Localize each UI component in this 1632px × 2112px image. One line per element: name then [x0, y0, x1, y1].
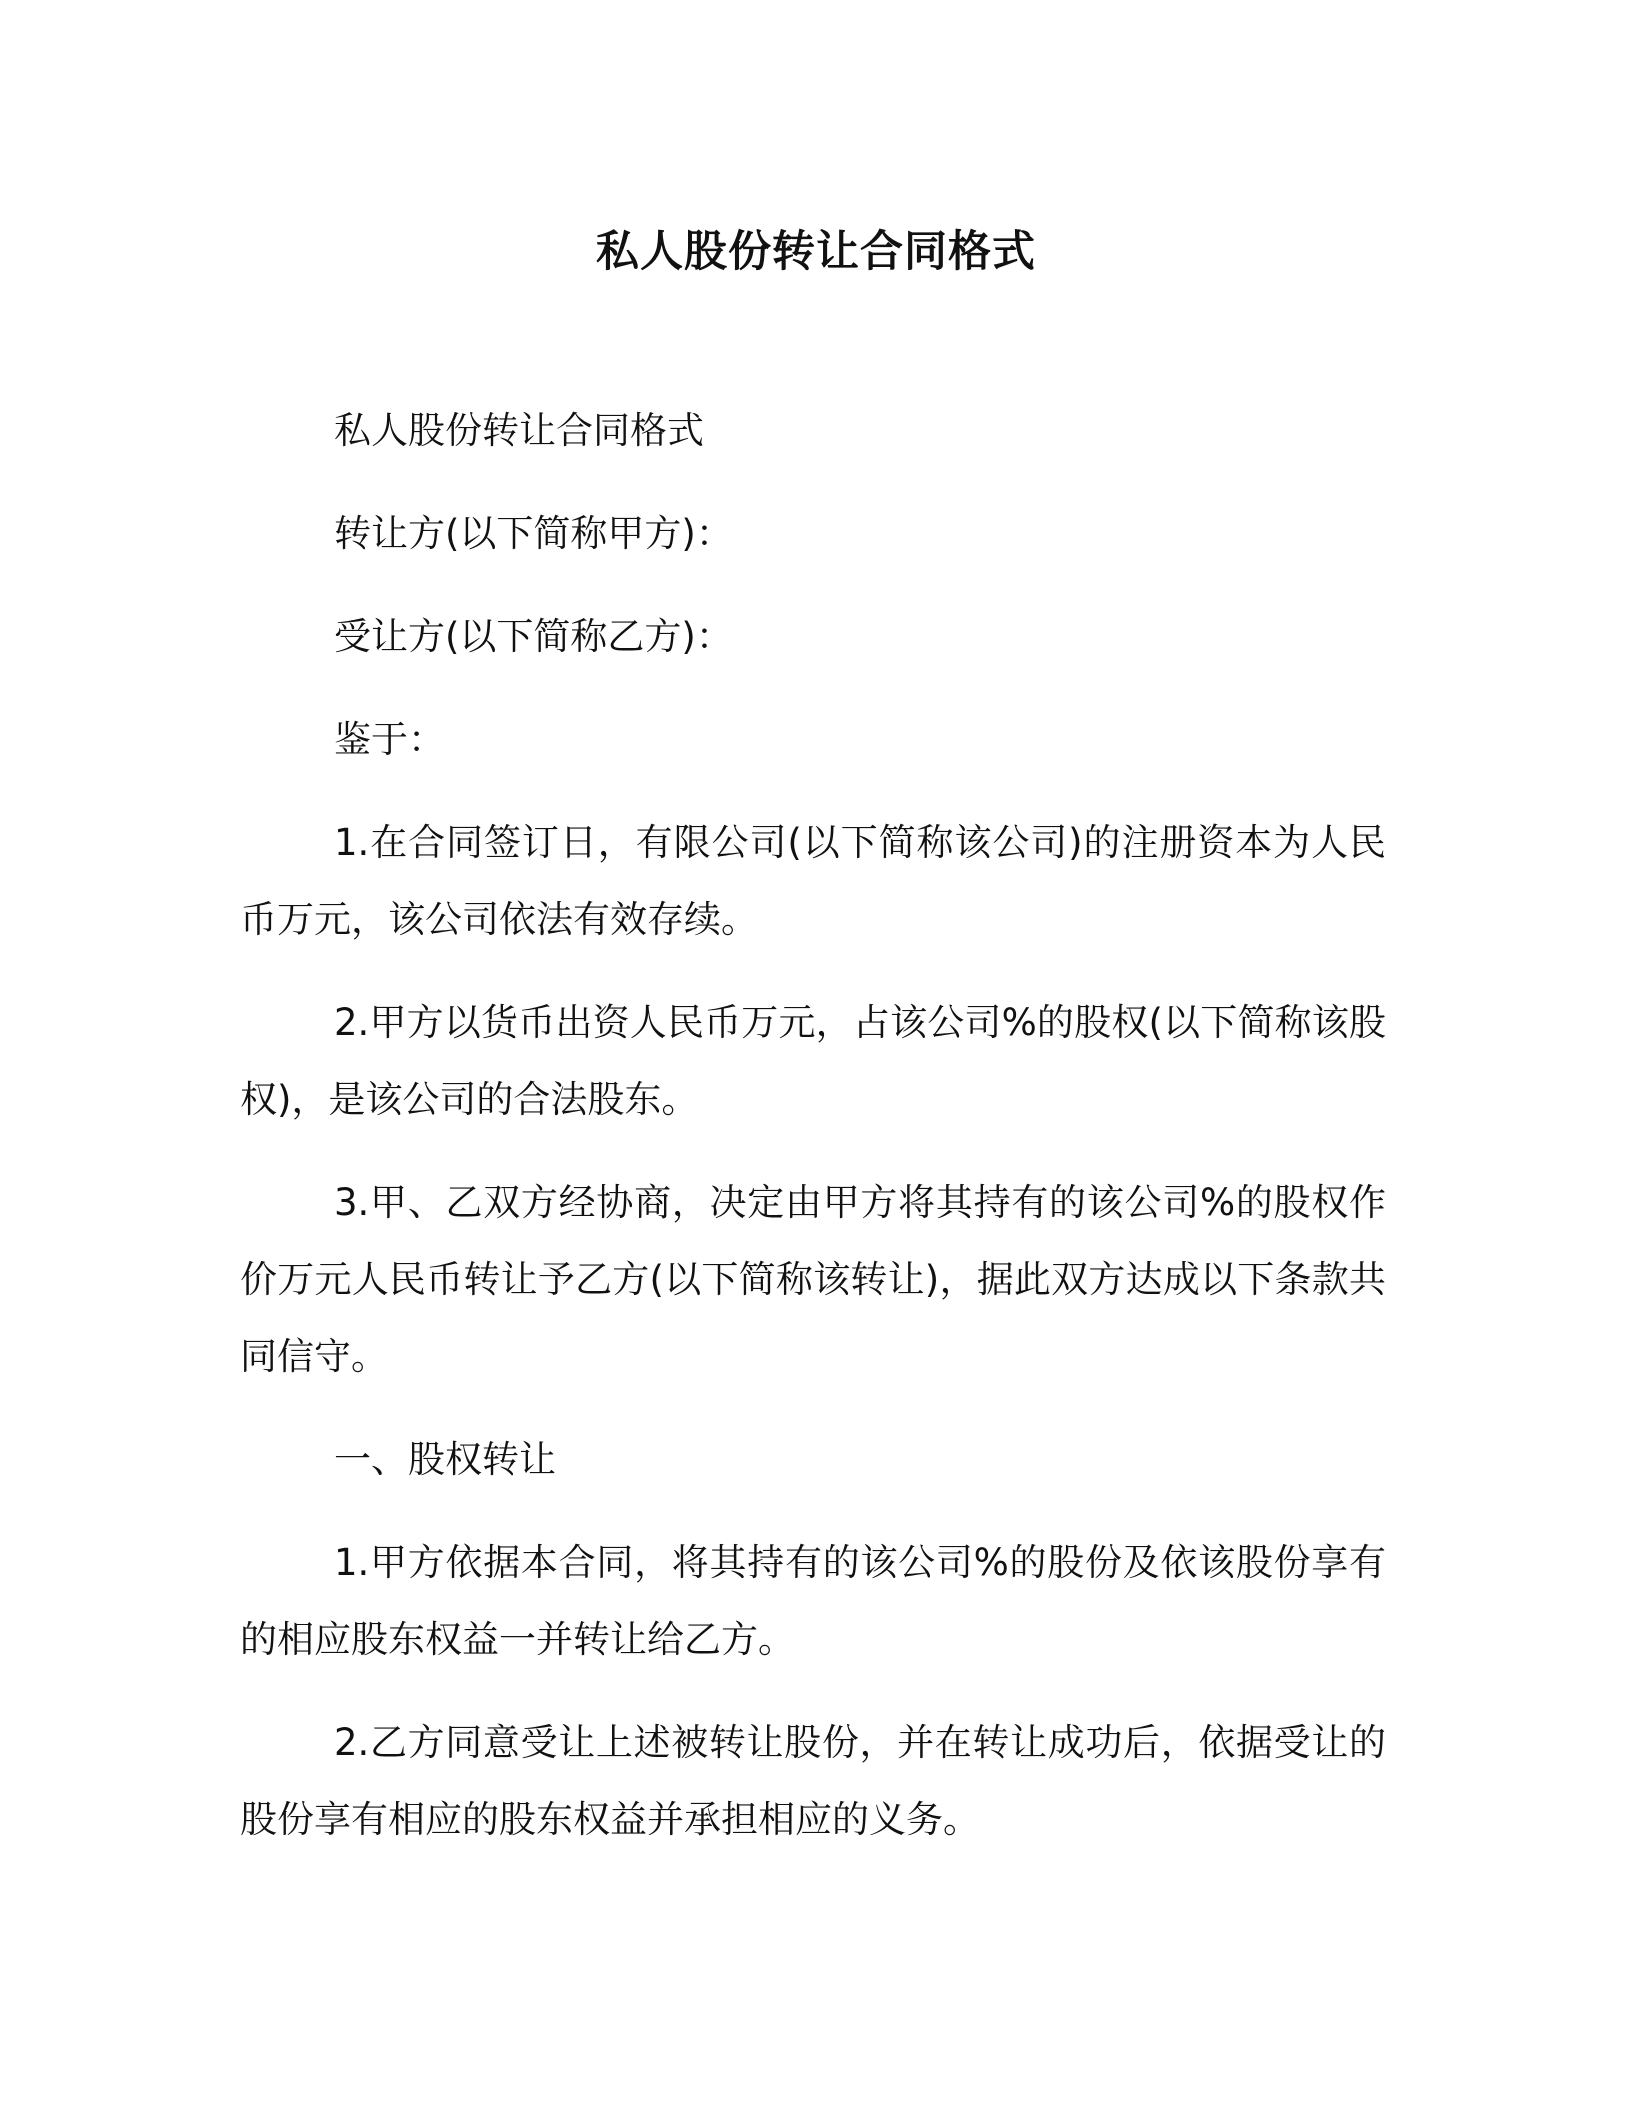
transferee-line: 受让方(以下简称乙方)：: [334, 615, 733, 658]
clause-paragraph: 1.在合同签订日，有限公司(以下简称该公司)的注册资本为人民币万元，该公司依法有效存续。: [240, 821, 1386, 941]
whereas-line: 鉴于：: [334, 718, 445, 761]
section-heading: 一、股权转让: [334, 1438, 556, 1481]
document-body: [240, 392, 1386, 1884]
transferor-line: 转让方(以下简称甲方)：: [334, 512, 733, 555]
document-title: 私人股份转让合同格式: [596, 227, 1036, 277]
clause-paragraph: 3.甲、乙双方经协商，决定由甲方将其持有的该公司%的股权作价万元人民币转让予乙方(以下简称该转让)，据此双方达成以下条款共同信守。: [240, 1181, 1386, 1378]
clause-paragraph: 2.乙方同意受让上述被转让股份，并在转让成功后，依据受让的股份享有相应的股东权益并承担相应的义务。: [240, 1721, 1386, 1841]
clause-paragraph: 2.甲方以货币出资人民币万元，占该公司%的股权(以下简称该股权)，是该公司的合法股东。: [240, 1001, 1386, 1121]
subtitle-paragraph: 私人股份转让合同格式: [334, 409, 704, 452]
clause-paragraph: 1.甲方依据本合同，将其持有的该公司%的股份及依该股份享有的相应股东权益一并转让给乙方。: [240, 1541, 1386, 1661]
